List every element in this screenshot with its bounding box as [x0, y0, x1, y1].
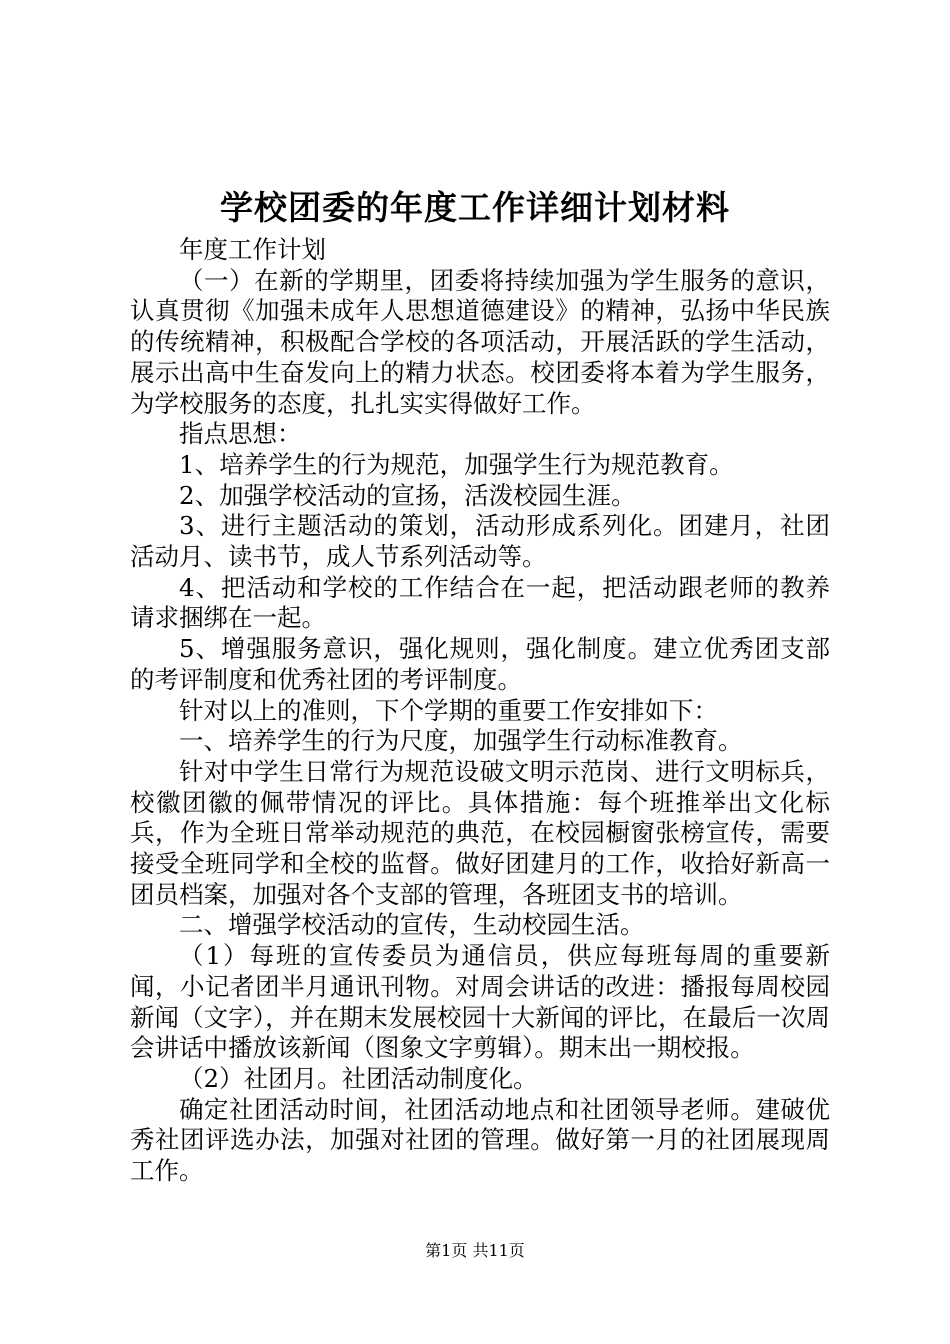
paragraph-guiding-thought: 指点思想：: [179, 419, 302, 449]
page-footer: 第1页 共11页: [425, 1241, 525, 1260]
document-body: [130, 235, 830, 1187]
paragraph-section-2-heading: 二、增强学校活动的宣传，生动校园生活。: [179, 910, 645, 940]
paragraph-item-2: 2、加强学校活动的宣扬，活泼校园生涯。: [179, 480, 636, 510]
paragraph-section-1-body: 针对中学生日常行为规范设破文明示范岗、进行文明标兵，校徽团徽的佩带情况的评比。具体措施：每个班推举出文化标兵，作为全班日常举动规范的典范，在校园橱窗张榜宣传，需要接受全班同学和全校的监督。做好团建月的工作，收拾好新高一团员档案，加强对各个支部的管理，各班团支书的培训。: [130, 756, 830, 909]
paragraph-item-1: 1、培养学生的行为规范，加强学生行为规范教育。: [179, 449, 734, 479]
document-title: 学校团委的年度工作详细计划材料: [220, 188, 730, 227]
paragraph-section-2-item-2: （2）社团月。社团活动制度化。: [179, 1063, 538, 1093]
paragraph-section-1-heading: 一、培养学生的行为尺度，加强学生行动标准教育。: [179, 726, 743, 756]
paragraph-item-4: 4、把活动和学校的工作结合在一起，把活动跟老师的教养请求捆绑在一起。: [130, 572, 830, 633]
paragraph-plan-heading: 年度工作计划: [179, 235, 326, 264]
paragraph-item-3: 3、进行主题活动的策划，活动形成系列化。团建月，社团活动月、读书节，成人节系列活动等。: [130, 511, 830, 572]
paragraph-item-5: 5、增强服务意识，强化规则，强化制度。建立优秀团支部的考评制度和优秀社团的考评制度。: [130, 634, 830, 694]
paragraph-arrangement: 针对以上的准则，下个学期的重要工作安排如下：: [179, 695, 718, 725]
paragraph-section-2-body: 确定社团活动时间，社团活动地点和社团领导老师。建破优秀社团评选办法，加强对社团的管理。做好第一月的社团展现周工作。: [130, 1094, 830, 1186]
paragraph-intro: （一）在新的学期里，团委将持续加强为学生服务的意识，认真贯彻《加强未成年人思想道德建设》的精神，弘扬中华民族的传统精神，积极配合学校的各项活动，开展活跃的学生活动，展示出高中生奋发向上的精力状态。校团委将本着为学生服务，为学校服务的态度，扎扎实实得做好工作。: [130, 265, 830, 418]
paragraph-section-2-item-1: （1）每班的宣传委员为通信员，供应每班每周的重要新闻，小记者团半月通讯刊物。对周会讲话的改进：播报每周校园新闻（文字），并在期末发展校园十大新闻的评比，在最后一次周会讲话中播放该新闻（图象文字剪辑）。期末出一期校报。: [130, 941, 830, 1063]
